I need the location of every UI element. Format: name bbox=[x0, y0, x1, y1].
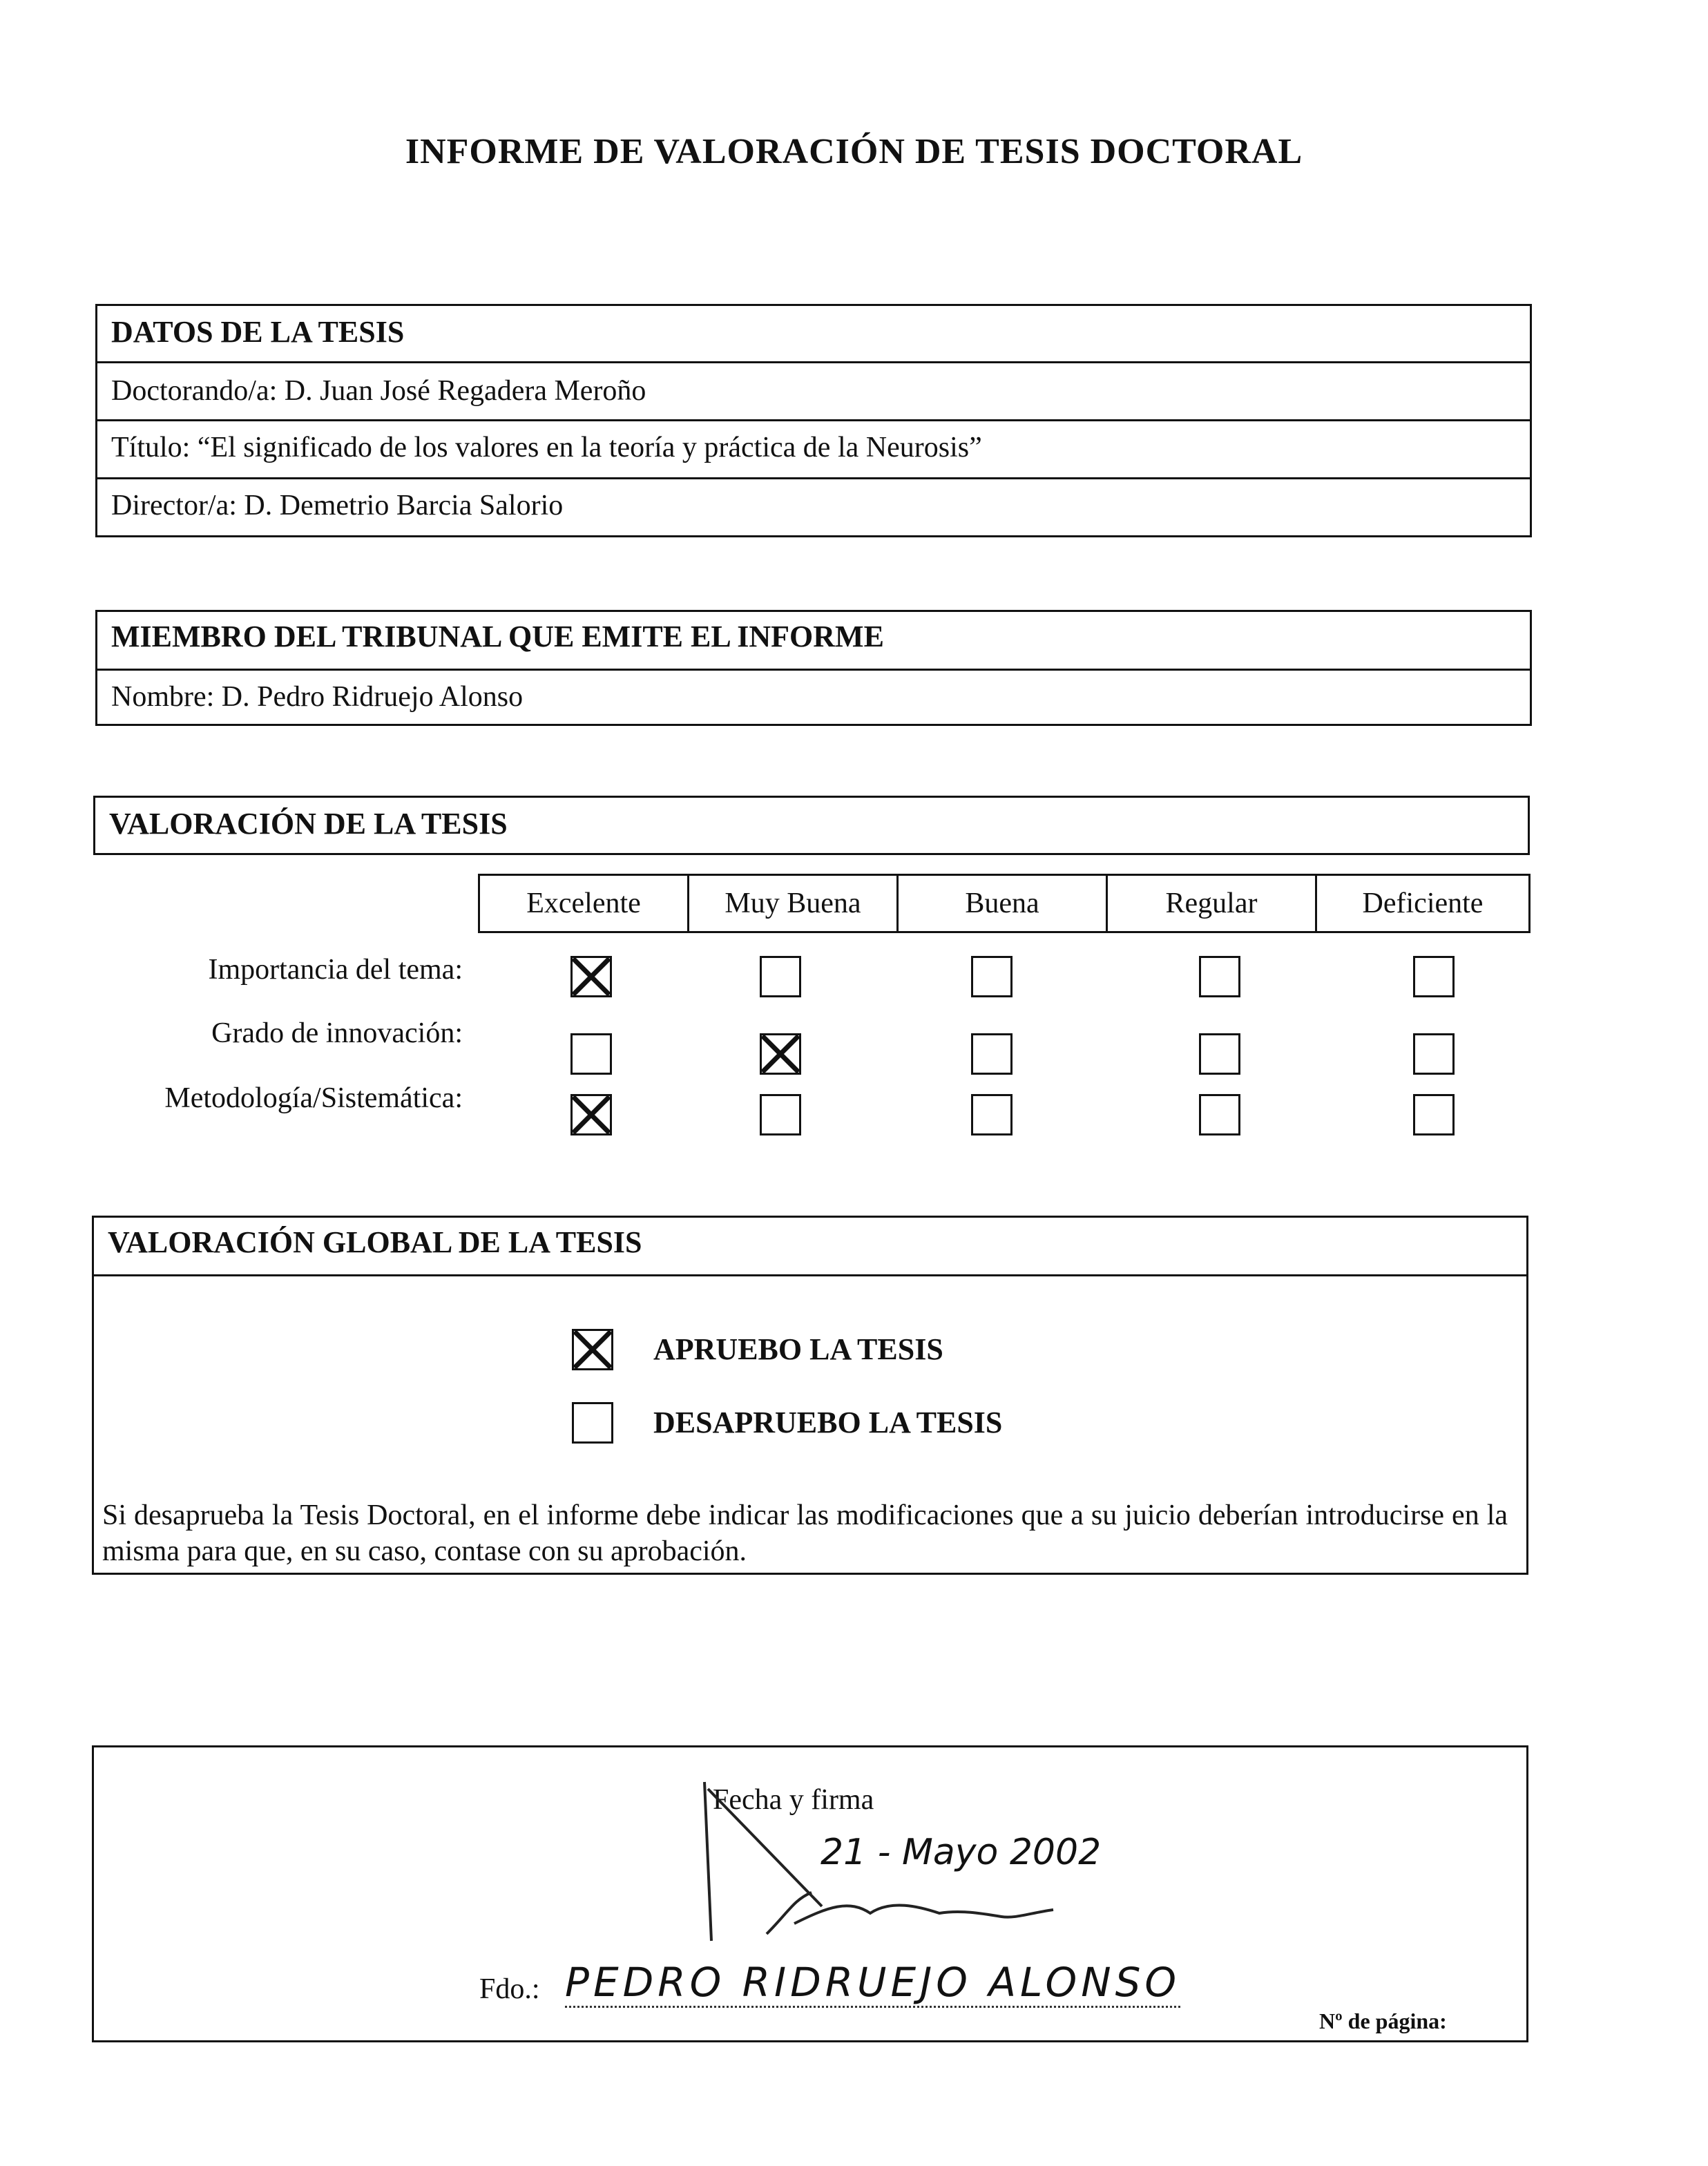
tribunal-section bbox=[95, 610, 1532, 726]
column-deficiente: Deficiente bbox=[1315, 874, 1531, 933]
checkbox-innovacion-excelente[interactable] bbox=[570, 1033, 612, 1075]
criterion-label-metodologia: Metodología/Sistemática: bbox=[164, 1082, 463, 1114]
checkbox-importancia-deficiente[interactable] bbox=[1413, 956, 1455, 997]
tribunal-name-row bbox=[97, 669, 1530, 727]
reject-checkbox[interactable] bbox=[572, 1402, 613, 1444]
doctorando-field: Doctorando/a: D. Juan José Regadera Meroño bbox=[111, 375, 646, 407]
fecha-value: 21 - Mayo 2002 bbox=[821, 1832, 1102, 1873]
signature-scribble bbox=[691, 1775, 1077, 1955]
checkbox-metodologia-deficiente[interactable] bbox=[1413, 1094, 1455, 1135]
criterion-label-importancia: Importancia del tema: bbox=[208, 954, 463, 986]
fdo-label: Fdo.: bbox=[479, 1973, 540, 2005]
doctorando-row bbox=[97, 361, 1530, 419]
checkbox-innovacion-regular[interactable] bbox=[1199, 1033, 1240, 1075]
director-row bbox=[97, 477, 1530, 535]
checkbox-importancia-muy-buena[interactable] bbox=[760, 956, 801, 997]
page-number-label: Nº de página: bbox=[1319, 2009, 1447, 2033]
column-buena: Buena bbox=[896, 874, 1108, 933]
checkbox-metodologia-muy-buena[interactable] bbox=[760, 1094, 801, 1135]
checkbox-importancia-buena[interactable] bbox=[971, 956, 1013, 997]
global-header: VALORACIÓN GLOBAL DE LA TESIS bbox=[108, 1225, 642, 1259]
checkbox-innovacion-buena[interactable] bbox=[971, 1033, 1013, 1075]
reject-label: DESAPRUEBO LA TESIS bbox=[653, 1406, 1003, 1439]
column-excelente: Excelente bbox=[478, 874, 689, 933]
checkbox-metodologia-regular[interactable] bbox=[1199, 1094, 1240, 1135]
checkbox-innovacion-muy-buena[interactable] bbox=[760, 1033, 801, 1075]
checkbox-innovacion-deficiente[interactable] bbox=[1413, 1033, 1455, 1075]
checkbox-importancia-regular[interactable] bbox=[1199, 956, 1240, 997]
titulo-field: Título: “El significado de los valores en la teoría y práctica de la Neurosis” bbox=[111, 432, 982, 463]
column-regular: Regular bbox=[1106, 874, 1317, 933]
checkbox-importancia-excelente[interactable] bbox=[570, 956, 612, 997]
tribunal-header: MIEMBRO DEL TRIBUNAL QUE EMITE EL INFORME bbox=[111, 620, 884, 653]
fecha-label: Fecha y firma bbox=[713, 1784, 874, 1816]
page-title: INFORME DE VALORACIÓN DE TESIS DOCTORAL bbox=[405, 132, 1303, 171]
rating-header: VALORACIÓN DE LA TESIS bbox=[109, 807, 508, 841]
disapproval-note: Si desaprueba la Tesis Doctoral, en el informe debe indicar las modificaciones que a su juicio deberían introducirse en la misma para que, en su caso, contase con su aprobación. bbox=[102, 1499, 1508, 1567]
checkbox-metodologia-excelente[interactable] bbox=[570, 1094, 612, 1135]
director-field: Director/a: D. Demetrio Barcia Salorio bbox=[111, 490, 564, 521]
column-muy-buena: Muy Buena bbox=[687, 874, 899, 933]
thesis-data-section bbox=[95, 304, 1532, 537]
approve-label: APRUEBO LA TESIS bbox=[653, 1332, 943, 1366]
checkbox-metodologia-buena[interactable] bbox=[971, 1094, 1013, 1135]
thesis-data-header: DATOS DE LA TESIS bbox=[111, 315, 405, 349]
titulo-row bbox=[97, 419, 1530, 477]
criterion-label-innovacion: Grado de innovación: bbox=[211, 1017, 463, 1049]
tribunal-name-field: Nombre: D. Pedro Ridruejo Alonso bbox=[111, 681, 524, 713]
fdo-value: PEDRO RIDRUEJO ALONSO bbox=[565, 1959, 1180, 2008]
approve-checkbox[interactable] bbox=[572, 1329, 613, 1370]
rating-section bbox=[93, 796, 1530, 855]
